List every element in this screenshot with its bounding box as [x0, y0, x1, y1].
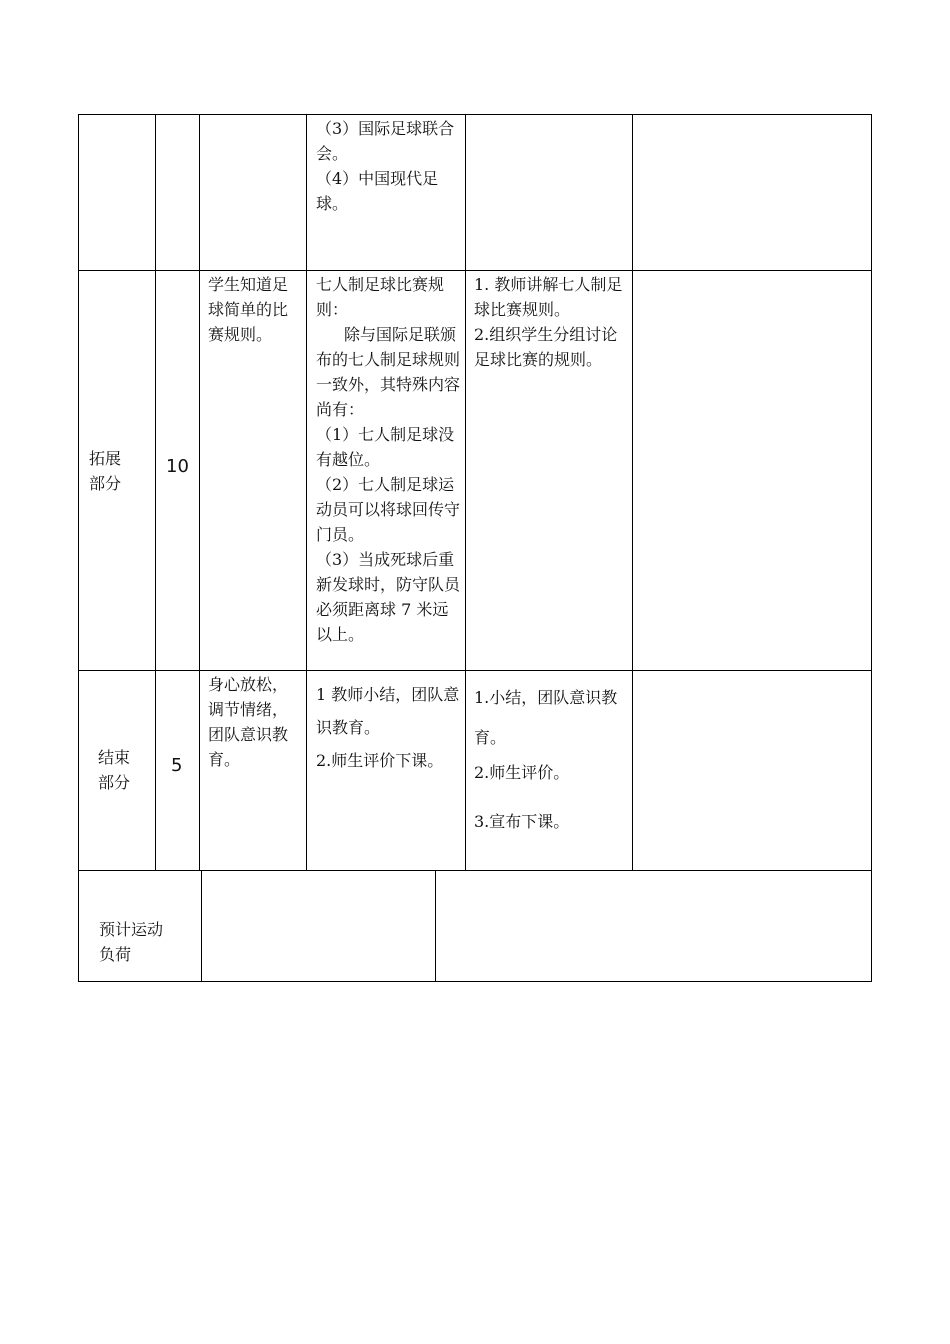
table-border-left: [78, 114, 79, 982]
teacher-line: 2.组织学生分组讨论足球比赛的规则。: [474, 325, 618, 369]
content-line: （3）国际足球联合会。: [316, 119, 455, 163]
content-item: （3）当成死球后重新发球时，防守队员必须距离球 7 米远以上。: [316, 550, 461, 644]
content-item: （1）七人制足球没有越位。: [316, 425, 455, 469]
row-divider-2: [78, 670, 872, 671]
col-divider-2: [199, 114, 200, 871]
extension-teacher-cell: [474, 272, 626, 372]
load-notes-cell: [436, 871, 871, 981]
extension-goal: 学生知道足球简单的比赛规则。: [208, 275, 289, 344]
ending-content-cell: [316, 678, 462, 773]
continued-content-cell: [316, 116, 462, 216]
col-divider-4: [465, 114, 466, 871]
col-divider-1: [155, 114, 156, 871]
content-item: （2）七人制足球运动员可以将球回传守门员。: [316, 475, 461, 544]
ending-time: 5: [171, 755, 183, 776]
load-value-cell: [202, 871, 435, 981]
table-border-bottom: [78, 981, 872, 982]
load-label: 预计运动负荷: [99, 920, 164, 964]
ending-section-label: 结束部分: [98, 748, 131, 792]
content-intro: 除与国际足联颁布的七人制足球规则一致外，其特殊内容尚有：: [316, 325, 461, 419]
teacher-line: 2.师生评价。: [474, 763, 570, 782]
col-divider-3: [306, 114, 307, 871]
col-divider-5: [632, 114, 633, 871]
content-line: （4）中国现代足球。: [316, 169, 439, 213]
extension-content-cell: [316, 272, 462, 647]
teacher-line: 1.小结，团队意识教育。: [474, 688, 618, 747]
table-border-right: [871, 114, 872, 982]
ending-goal: 身心放松，调节情绪，团队意识教育。: [208, 675, 289, 769]
content-line: 1 教师小结，团队意识教育。: [316, 685, 460, 737]
extension-section-label: 拓展部分: [89, 449, 122, 493]
row-divider-1: [78, 270, 872, 271]
teacher-line: 1. 教师讲解七人制足球比赛规则。: [474, 275, 623, 319]
ending-teacher-cell: [474, 678, 626, 834]
content-title: 七人制足球比赛规则：: [316, 275, 445, 319]
table-border-top: [78, 114, 872, 115]
content-line: 2.师生评价下课。: [316, 751, 444, 770]
extension-time: 10: [166, 456, 189, 477]
teacher-line: 3.宣布下课。: [474, 812, 570, 831]
